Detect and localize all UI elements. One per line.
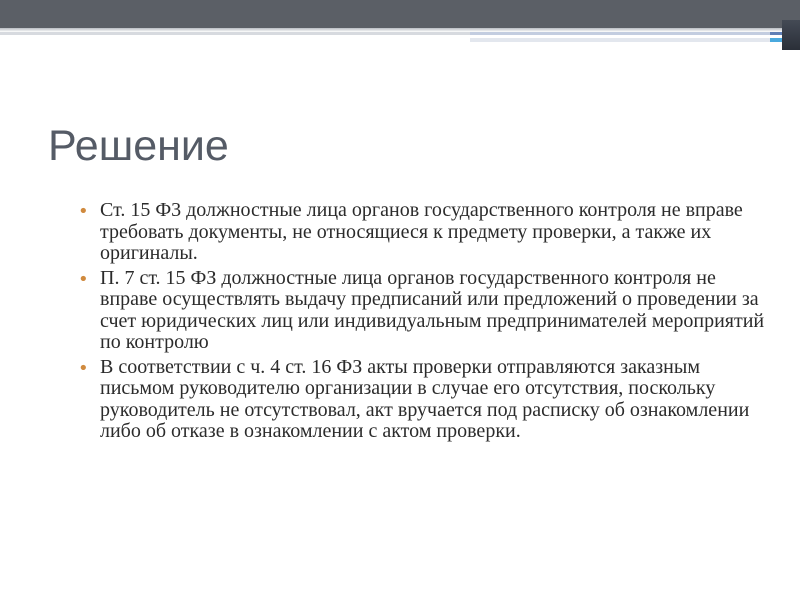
bullet-list (78, 200, 768, 446)
bullet-text: В соответствии с ч. 4 ст. 16 ФЗ акты проверки отправляются заказным письмом руководителю организации в случае его отсутствия, поскольку руководитель не отсутствовал, акт вручается под расписку об ознакомлении либо об отказе в ознакомлении с актом проверки. (100, 355, 750, 442)
bullet-icon: • (78, 268, 89, 290)
bullet-icon: • (78, 357, 89, 379)
accent-strip-lightblue (470, 32, 770, 35)
bullet-item (78, 200, 768, 265)
accent-lower-light (470, 38, 770, 42)
corner-decoration (782, 20, 800, 50)
accent-strip-gray (0, 32, 470, 35)
bullet-icon: • (78, 201, 89, 222)
bullet-text: Ст. 15 Ф3 должностные лица органов государственного контроля не вправе требовать документы, не относящиеся к предмету проверки, а также их оригиналы. (100, 199, 743, 264)
bullet-text: П. 7 ст. 15 ФЗ должностные лица органов государственного контроля не вправе осуществлять выдачу предписаний или предложений о проведении за счет юридических лиц или индивидуальным предпринимателей мероприятий по контролю (100, 266, 765, 353)
header-band (0, 0, 800, 28)
bullet-item (78, 268, 768, 354)
bullet-item (78, 357, 768, 443)
slide-title: Решение (48, 122, 229, 170)
